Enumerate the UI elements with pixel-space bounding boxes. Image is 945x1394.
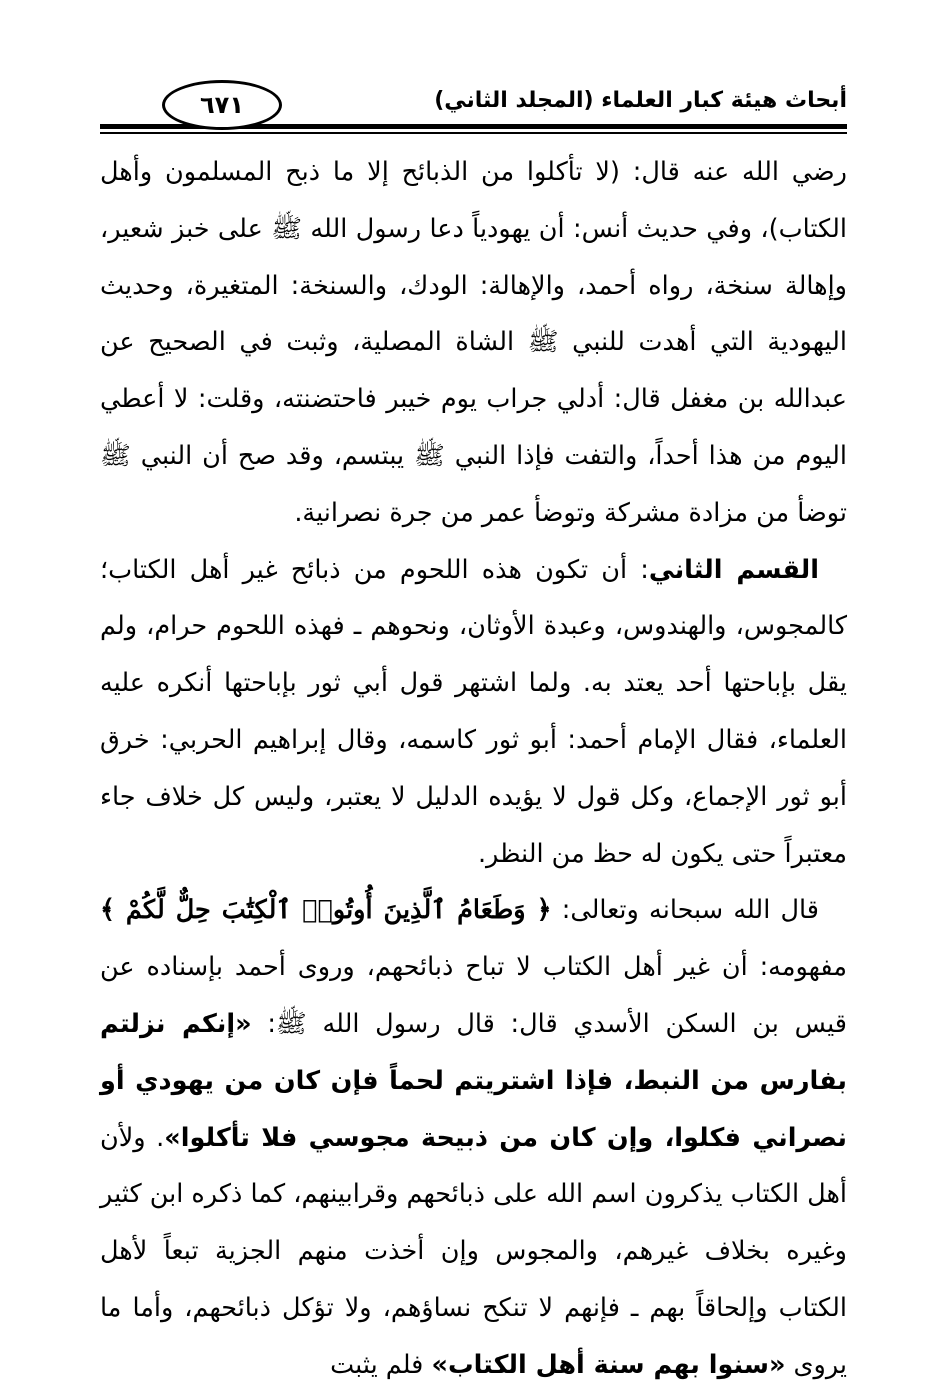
page-header <box>100 68 847 134</box>
paragraph-3 <box>100 882 847 1393</box>
section-heading: القسم الثاني <box>648 554 819 585</box>
paragraph-1-text: رضي الله عنه قال: (لا تأكلوا من الذبائح إلا ما ذبح المسلمون وأهل الكتاب)، وفي حديث أنس: أن يهودياً دعا رسول الله ﷺ على خبز شعير، وإهالة سنخة، رواه أحمد، والإهالة: الودك، والسنخة: المتغيرة، وحديث اليهودية التي أهدت للنبي ﷺ الشاة المصلية، وثبت في الصحيح عن عبدالله بن مغفل قال: أدلي جراب يوم خيبر فاحتضنته، وقلت: لا أعطي اليوم من هذا أحداً، والتفت فإذا النبي ﷺ يبتسم، وقد صح أن النبي ﷺ توضأ من مزادة مشركة وتوضأ عمر من جرة نصرانية. <box>100 157 847 528</box>
page-number: ٦٧١ <box>200 91 244 119</box>
paragraph-3-text-1: قال الله سبحانه وتعالى: <box>551 895 819 926</box>
page-number-oval <box>162 80 282 130</box>
paragraph-1 <box>100 144 847 542</box>
paragraph-3-text-2: مفهومه: أن غير أهل الكتاب لا تباح ذبائحهم، وروى أحمد بإسناده عن قيس بن السكن الأسدي قال: قال رسول الله ﷺ: <box>100 952 847 1039</box>
hadith-text: «إنكم نزلتم بفارس من النبط، فإذا اشتريتم لحماً فإن كان من يهودي أو نصراني فكلوا، وإن كان من ذبيحة مجوسي فلا تأكلوا» <box>100 1008 848 1153</box>
header-rule-thin <box>100 132 847 134</box>
paragraph-3-text-3: . ولأن أهل الكتاب يذكرون اسم الله على ذبائحهم وقرابينهم، كما ذكره ابن كثير وغيره بخلاف غيرهم، والمجوس وإن أخذت منهم الجزية تبعاً لأهل الكتاب وإلحاقاً بهم ـ فإنهم لا تنكح نساؤهم، ولا تؤكل ذبائحهم، وأما ما يروى <box>100 1122 847 1380</box>
paragraph-2-text: : أن تكون هذه اللحوم من ذبائح غير أهل الكتاب؛ كالمجوس، والهندوس، وعبدة الأوثان، ونحوهم ـ فهذه اللحوم حرام، ولم يقل بإباحتها أحد يعتد به. ولما اشتهر قول أبي ثور بإباحتها أنكره عليه العلماء، فقال الإمام أحمد: أبو ثور كاسمه، وقال إبراهيم الحربي: خرق أبو ثور الإجماع، وكل قول لا يؤيده الدليل لا يعتبر، وليس كل خلاف جاء معتبراً حتى يكون له حظ من النظر. <box>100 554 847 869</box>
paragraph-2 <box>100 542 847 883</box>
quran-verse: ﴿ وَطَعَامُ ٱلَّذِينَ أُوتُوا۟ ٱلْكِتَٰبَ حِلٌّ لَّكُمْ ﴾ <box>100 895 552 926</box>
paragraph-3-text-4: فلم يثبت <box>330 1349 432 1380</box>
body-text <box>100 144 847 1394</box>
running-title: أبحاث هيئة كبار العلماء (المجلد الثاني) <box>434 88 847 113</box>
quoted-narration: «سنوا بهم سنة أهل الكتاب» <box>431 1349 786 1380</box>
